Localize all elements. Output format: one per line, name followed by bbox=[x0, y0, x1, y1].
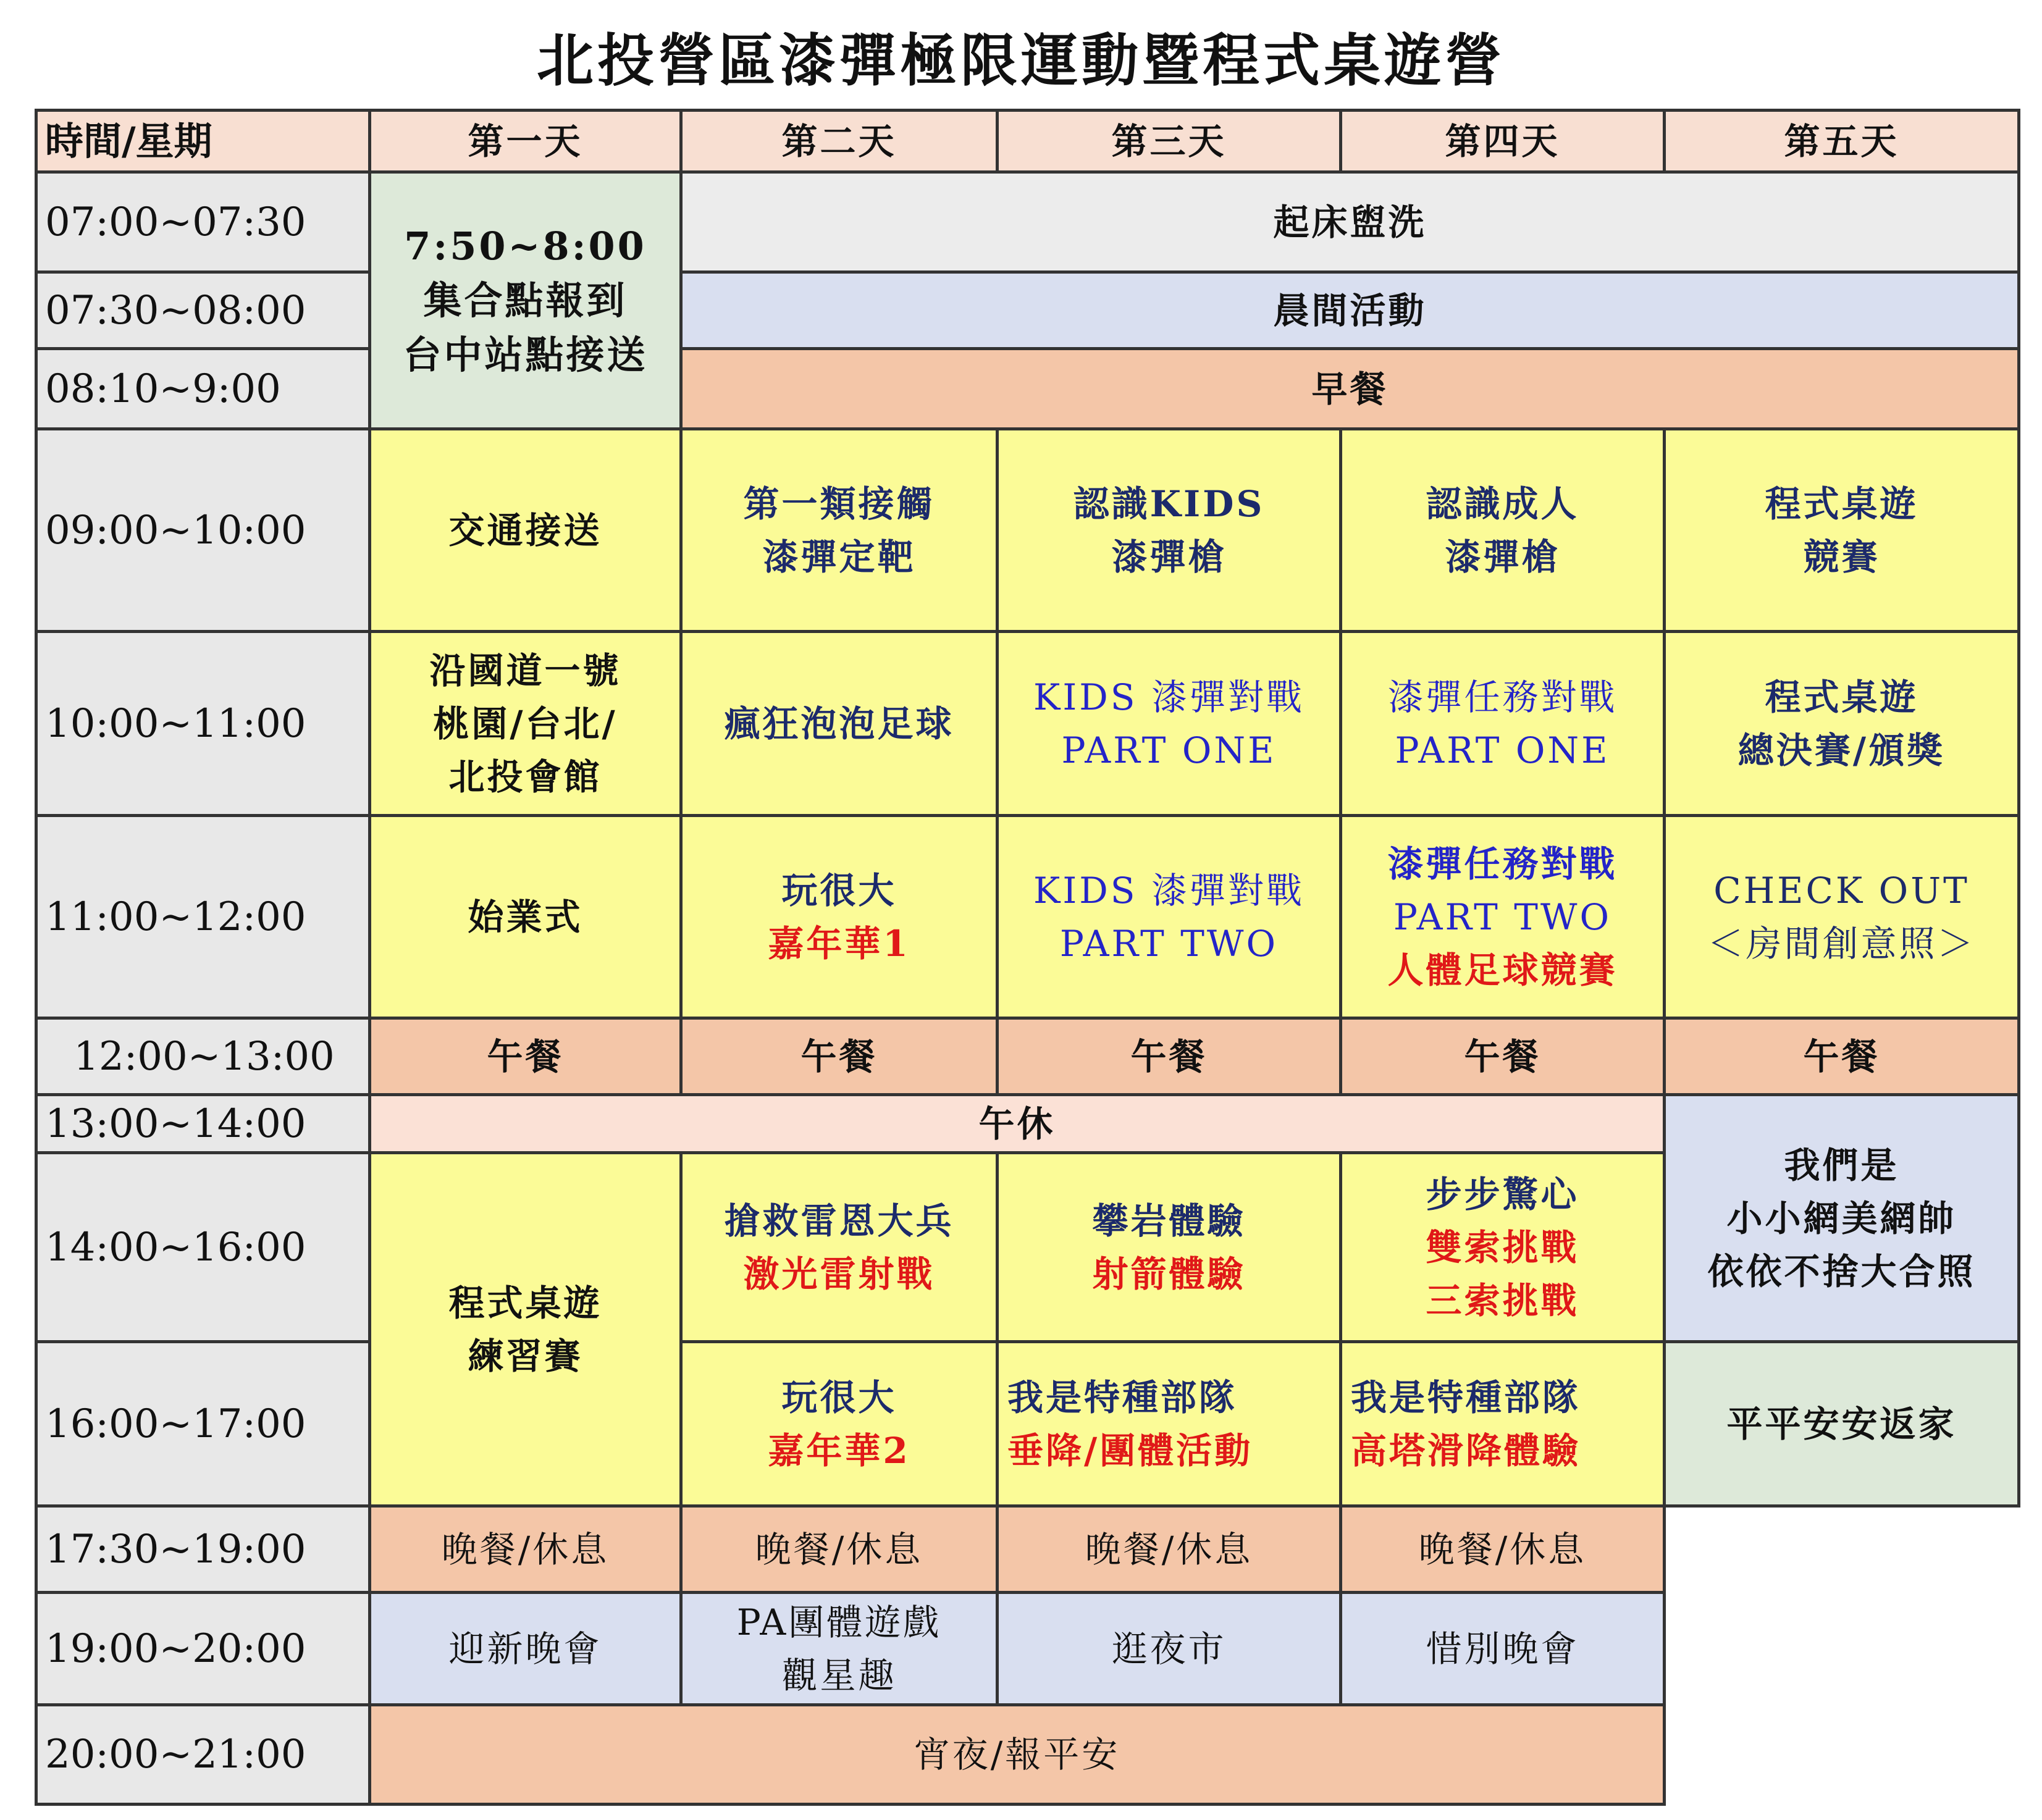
schedule-row bbox=[36, 632, 2019, 816]
cell-line: 玩很大 bbox=[781, 869, 897, 912]
cell-line: 集合點報到 bbox=[423, 277, 628, 323]
activity-cell bbox=[998, 816, 1341, 1018]
cell-line: 我們是 bbox=[1784, 1144, 1899, 1186]
cell-line: 認識KIDS bbox=[1073, 482, 1265, 525]
lunch-cell: 午餐 bbox=[370, 1018, 681, 1095]
cell-line: 台中站點接送 bbox=[403, 332, 648, 377]
activity-cell bbox=[1341, 1342, 1665, 1506]
time-slot: 11:00~12:00 bbox=[36, 816, 370, 1018]
cell-line: 程式桌遊 bbox=[1765, 482, 1918, 525]
empty-cell bbox=[1665, 1506, 2019, 1805]
day-header: 第二天 bbox=[681, 111, 998, 172]
time-slot: 07:00~07:30 bbox=[36, 172, 370, 272]
time-slot: 20:00~21:00 bbox=[36, 1705, 370, 1805]
cell-line: 依依不捨大合照 bbox=[1707, 1250, 1976, 1293]
time-slot: 13:00~14:00 bbox=[36, 1095, 370, 1153]
evening-cell: 惜別晚會 bbox=[1341, 1593, 1665, 1705]
schedule-row bbox=[36, 1095, 2019, 1153]
time-slot: 16:00~17:00 bbox=[36, 1342, 370, 1506]
cell-line: PART ONE bbox=[1061, 729, 1277, 771]
activity-cell bbox=[370, 632, 681, 816]
schedule-row bbox=[36, 1342, 2019, 1506]
nap-cell: 午休 bbox=[370, 1095, 1665, 1153]
evening-cell bbox=[681, 1593, 998, 1705]
time-slot: 14:00~16:00 bbox=[36, 1153, 370, 1342]
dinner-cell: 晚餐/休息 bbox=[1341, 1506, 1665, 1593]
activity-cell: 瘋狂泡泡足球 bbox=[681, 632, 998, 816]
activity-cell bbox=[681, 1153, 998, 1342]
cell-line: KIDS 漆彈對戰 bbox=[1033, 869, 1305, 912]
time-slot: 10:00~11:00 bbox=[36, 632, 370, 816]
cell-line: 漆彈定靶 bbox=[762, 535, 916, 578]
schedule-row bbox=[36, 172, 2019, 272]
cell-line: 垂降/團體活動 bbox=[1007, 1429, 1253, 1472]
cell-line: ＜房間創意照＞ bbox=[1707, 922, 1976, 965]
page-title: 北投營區漆彈極限運動暨程式桌遊營 bbox=[536, 27, 1505, 94]
lunch-cell: 午餐 bbox=[998, 1018, 1341, 1095]
cell-line: KIDS 漆彈對戰 bbox=[1033, 676, 1305, 718]
activity-cell bbox=[1341, 632, 1665, 816]
cell-line: PART ONE bbox=[1395, 729, 1610, 771]
day-header: 第四天 bbox=[1341, 111, 1665, 172]
day-header: 第五天 bbox=[1665, 111, 2019, 172]
activity-cell bbox=[1665, 816, 2019, 1018]
cell-line: PA團體遊戲 bbox=[736, 1601, 942, 1643]
lunch-cell: 午餐 bbox=[1665, 1018, 2019, 1095]
cell-line: 程式桌遊 bbox=[448, 1281, 602, 1324]
time-slot: 19:00~20:00 bbox=[36, 1593, 370, 1705]
activity-cell bbox=[370, 1153, 681, 1506]
cell-line: 漆彈任務對戰 bbox=[1387, 676, 1618, 718]
activity-cell: 交通接送 bbox=[370, 429, 681, 632]
cell-line: 競賽 bbox=[1803, 535, 1880, 578]
activity-cell bbox=[998, 632, 1341, 816]
cell-line: 總決賽/頒獎 bbox=[1737, 729, 1946, 771]
cell-line: 小小網美網帥 bbox=[1726, 1197, 1957, 1239]
activity-cell bbox=[998, 1342, 1341, 1506]
activity-cell bbox=[681, 816, 998, 1018]
activity-cell bbox=[1341, 816, 1665, 1018]
cell-line: 搶救雷恩大兵 bbox=[724, 1199, 954, 1242]
group-photo-cell bbox=[1665, 1095, 2019, 1342]
header-row bbox=[36, 111, 2019, 172]
schedule-row bbox=[36, 429, 2019, 632]
schedule-table bbox=[35, 109, 2020, 1806]
cell-line: 漆彈槍 bbox=[1445, 535, 1560, 578]
cell-line: 第一類接觸 bbox=[743, 482, 935, 525]
day-header: 第一天 bbox=[370, 111, 681, 172]
cell-line: 雙索挑戰 bbox=[1426, 1226, 1579, 1269]
schedule-row bbox=[36, 349, 2019, 429]
schedule-row bbox=[36, 1018, 2019, 1095]
day-header: 第三天 bbox=[998, 111, 1341, 172]
dinner-cell: 晚餐/休息 bbox=[681, 1506, 998, 1593]
cell-line: 玩很大 bbox=[781, 1376, 897, 1419]
cell-line: 程式桌遊 bbox=[1765, 676, 1918, 718]
cell-line: 沿國道一號 bbox=[429, 649, 621, 692]
morning-activity-cell: 晨間活動 bbox=[681, 272, 2019, 349]
activity-cell bbox=[1341, 1153, 1665, 1342]
cell-line: 漆彈任務對戰 bbox=[1387, 842, 1618, 885]
schedule-row bbox=[36, 816, 2019, 1018]
cell-line: 激光雷射戰 bbox=[743, 1252, 935, 1295]
cell-line: 嘉年華2 bbox=[768, 1429, 910, 1472]
cell-line: 步步驚心 bbox=[1426, 1173, 1579, 1215]
cell-line: 人體足球競賽 bbox=[1387, 949, 1618, 991]
activity-cell bbox=[1341, 429, 1665, 632]
cell-line: 北投會館 bbox=[448, 755, 602, 798]
dinner-cell: 晚餐/休息 bbox=[370, 1506, 681, 1593]
corner-header: 時間/星期 bbox=[36, 111, 370, 172]
activity-cell bbox=[998, 1153, 1341, 1342]
evening-cell: 逛夜市 bbox=[998, 1593, 1341, 1705]
cell-line: 三索挑戰 bbox=[1426, 1279, 1579, 1322]
breakfast-cell: 早餐 bbox=[681, 349, 2019, 429]
night-snack-cell: 宵夜/報平安 bbox=[370, 1705, 1665, 1805]
cell-line: 認識成人 bbox=[1426, 482, 1579, 525]
cell-line: 攀岩體驗 bbox=[1092, 1199, 1246, 1242]
cell-line: 嘉年華1 bbox=[768, 922, 910, 965]
cell-line: 漆彈槍 bbox=[1111, 535, 1227, 578]
cell-line: 我是特種部隊 bbox=[1007, 1376, 1238, 1419]
lunch-cell: 午餐 bbox=[681, 1018, 998, 1095]
cell-line: 觀星趣 bbox=[781, 1654, 897, 1696]
schedule-row bbox=[36, 1506, 2019, 1593]
activity-cell bbox=[681, 429, 998, 632]
activity-cell bbox=[998, 429, 1341, 632]
wakeup-cell: 起床盥洗 bbox=[681, 172, 2019, 272]
activity-cell bbox=[681, 1342, 998, 1506]
activity-cell bbox=[1665, 429, 2019, 632]
time-slot: 07:30~08:00 bbox=[36, 272, 370, 349]
cell-line: 高塔滑降體驗 bbox=[1351, 1429, 1581, 1472]
activity-cell: 始業式 bbox=[370, 816, 681, 1018]
evening-cell: 迎新晚會 bbox=[370, 1593, 681, 1705]
cell-line: 練習賽 bbox=[468, 1335, 583, 1377]
schedule-row bbox=[36, 272, 2019, 349]
cell-line: 7:50~8:00 bbox=[404, 223, 647, 269]
cell-line: 射箭體驗 bbox=[1092, 1252, 1246, 1295]
cell-line: CHECK OUT bbox=[1713, 869, 1970, 912]
arrival-cell bbox=[370, 172, 681, 429]
cell-line: PART TWO bbox=[1059, 922, 1279, 965]
lunch-cell: 午餐 bbox=[1341, 1018, 1665, 1095]
return-home-cell: 平平安安返家 bbox=[1665, 1342, 2019, 1506]
dinner-cell: 晚餐/休息 bbox=[998, 1506, 1341, 1593]
time-slot: 09:00~10:00 bbox=[36, 429, 370, 632]
time-slot: 17:30~19:00 bbox=[36, 1506, 370, 1593]
activity-cell bbox=[1665, 632, 2019, 816]
time-slot: 08:10~9:00 bbox=[36, 349, 370, 429]
cell-line: 桃園/台北/ bbox=[433, 702, 618, 745]
cell-line: 我是特種部隊 bbox=[1351, 1376, 1581, 1419]
cell-line: PART TWO bbox=[1393, 895, 1612, 938]
time-slot: 12:00~13:00 bbox=[36, 1018, 370, 1095]
